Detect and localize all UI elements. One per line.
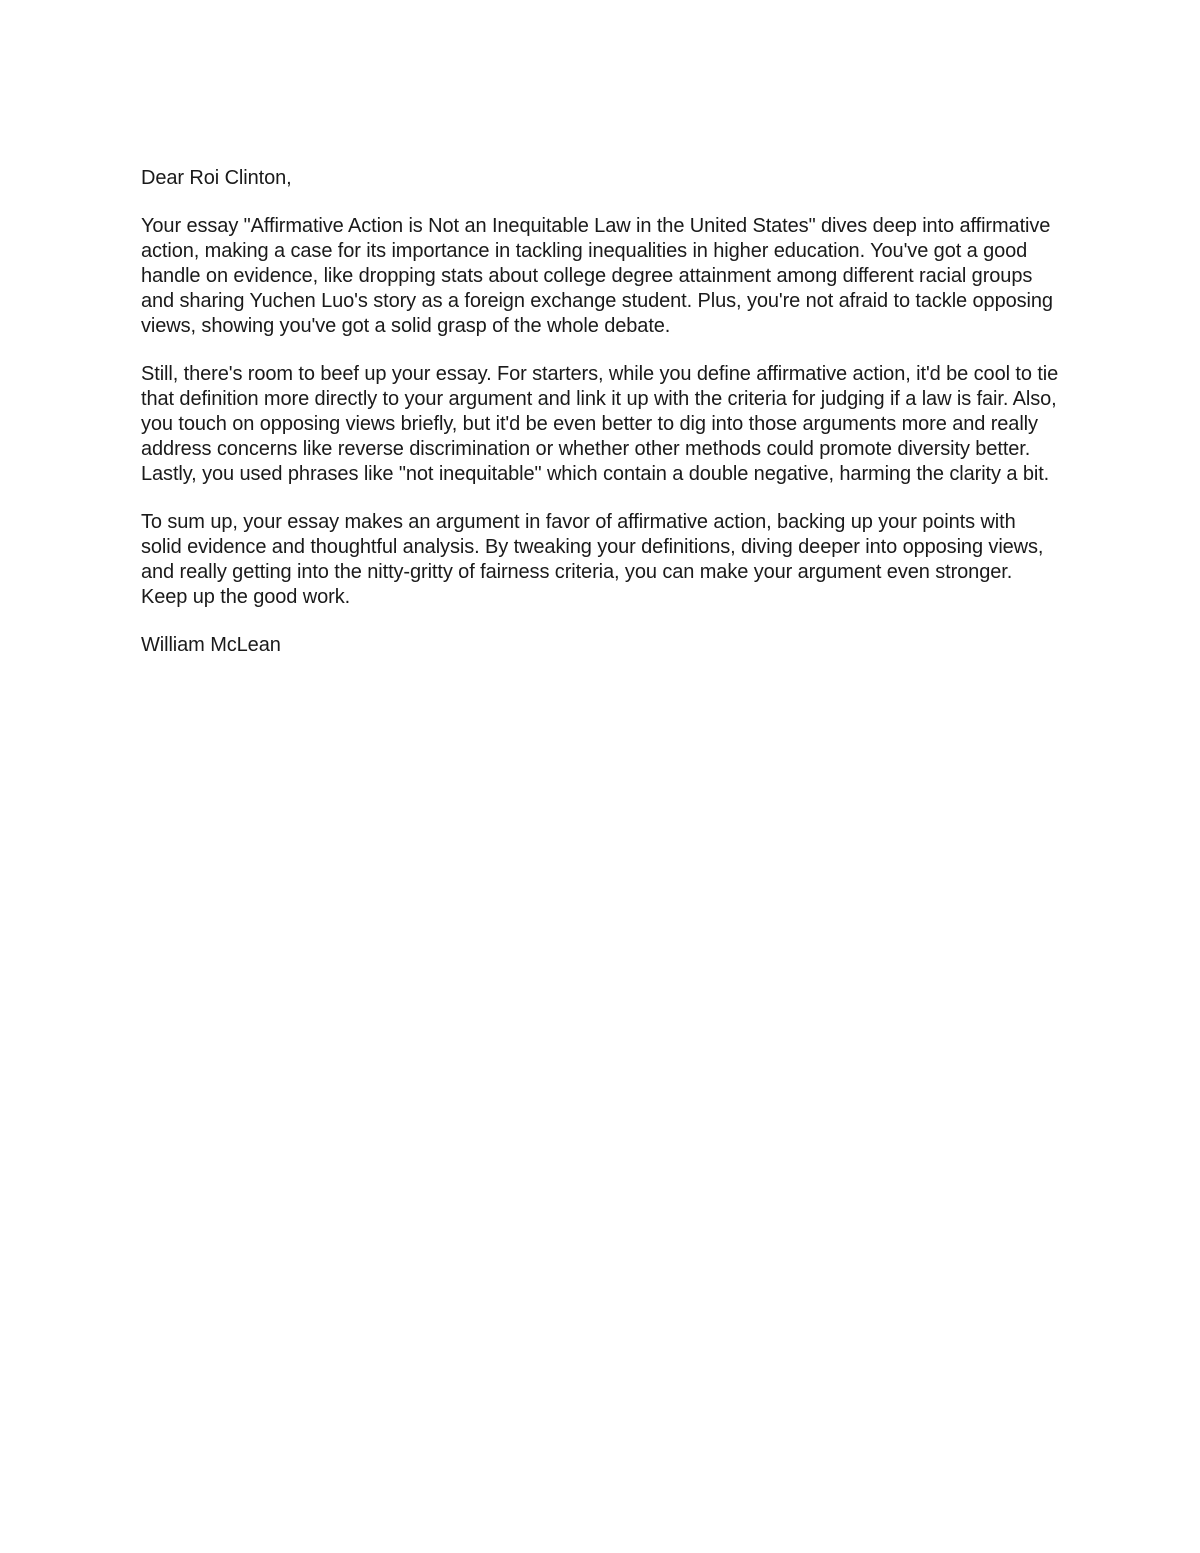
signature: William McLean (141, 634, 281, 656)
paragraph-summary: Your essay "Affirmative Action is Not an Inequitable Law in the United States" dives deep into affirmative action, making a case for its importance in tackling inequalities in higher education. You've got a good handle on evidence, like dropping stats about college degree attainment among different racial groups and sharing Yuchen Luo's story as a foreign exchange student. Plus, you're not afraid to tackle opposing views, showing you've got a solid grasp of the whole debate. (141, 215, 1053, 337)
salutation: Dear Roi Clinton, (141, 167, 292, 189)
paragraph-conclusion: To sum up, your essay makes an argument in favor of affirmative action, backing up your points with solid evidence and thoughtful analysis. By tweaking your definitions, diving deeper into opposing views, and really getting into the nitty-gritty of fairness criteria, you can make your argument even stronger. Keep up the good work. (141, 511, 1044, 608)
letter-body (141, 166, 1061, 681)
paragraph-improvements: Still, there's room to beef up your essay. For starters, while you define affirmative action, it'd be cool to tie that definition more directly to your argument and link it up with the criteria for judging if a law is fair. Also, you touch on opposing views briefly, but it'd be even better to dig into those arguments more and really address concerns like reverse discrimination or whether other methods could promote diversity better. Lastly, you used phrases like "not inequitable" which contain a double negative, harming the clarity a bit. (141, 363, 1059, 485)
